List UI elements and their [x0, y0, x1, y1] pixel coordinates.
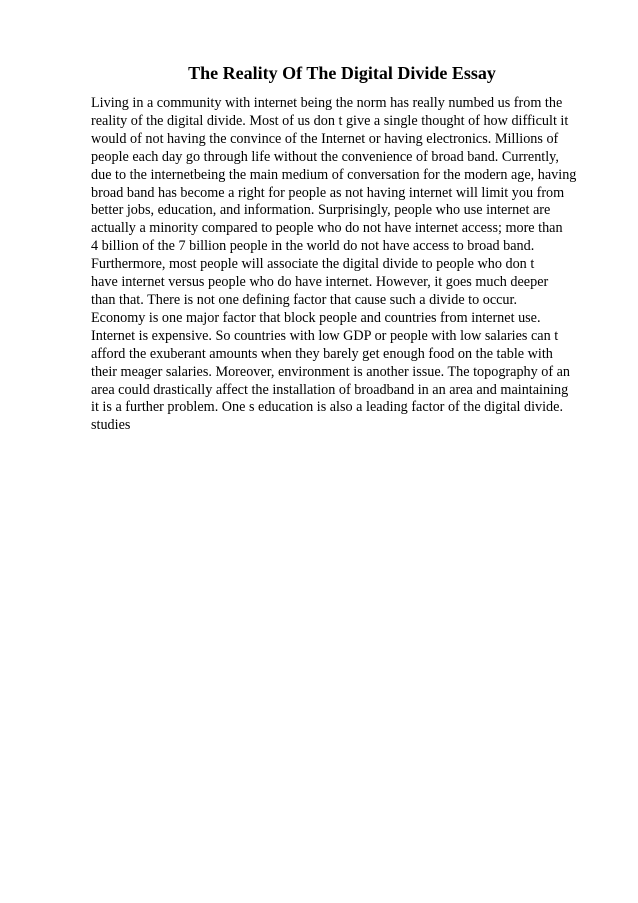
essay-line: area could drastically affect the installation of broadband in an area and maintaining — [91, 381, 569, 398]
essay-line: actually a minority compared to people who do not have internet access; more than — [91, 220, 563, 237]
essay-line: it is a further problem. One s education is also a leading factor of the digital divide. — [91, 399, 563, 416]
essay-line: Living in a community with internet being the norm has really numbed us from the — [91, 95, 563, 111]
essay-line: Internet is expensive. So countries with low GDP or people with low salaries can t — [91, 327, 559, 344]
essay-line: Furthermore, most people will associate the digital divide to people who don t — [91, 256, 535, 273]
essay-title: The Reality Of The Digital Divide Essay — [188, 63, 496, 83]
essay-line: would of not having the convince of the Internet or having electronics. Millions of — [91, 130, 559, 147]
essay-line: afford the exuberant amounts when they barely get enough food on the table with — [91, 345, 553, 362]
essay-line: reality of the digital divide. Most of us don t give a single thought of how difficult it — [91, 112, 569, 129]
essay-line: better jobs, education, and information. Surprisingly, people who use internet are — [91, 202, 551, 219]
essay-line: due to the internetbeing the main medium of conversation for the modern age, having — [91, 166, 577, 183]
essay-line: broad band has become a right for people as not having internet will limit you from — [91, 184, 565, 201]
essay-line: studies — [91, 417, 131, 434]
essay-line: people each day go through life without the convenience of broad band. Currently, — [91, 148, 559, 165]
essay-line: 4 billion of the 7 billion people in the world do not have access to broad band. — [91, 238, 535, 255]
essay-body — [91, 95, 611, 435]
essay-line: Economy is one major factor that block people and countries from internet use. — [91, 309, 541, 326]
essay-line: than that. There is not one defining factor that cause such a divide to occur. — [91, 291, 518, 308]
essay-line: have internet versus people who do have internet. However, it goes much deeper — [91, 274, 549, 291]
essay-line: their meager salaries. Moreover, environment is another issue. The topography of an — [91, 363, 571, 380]
